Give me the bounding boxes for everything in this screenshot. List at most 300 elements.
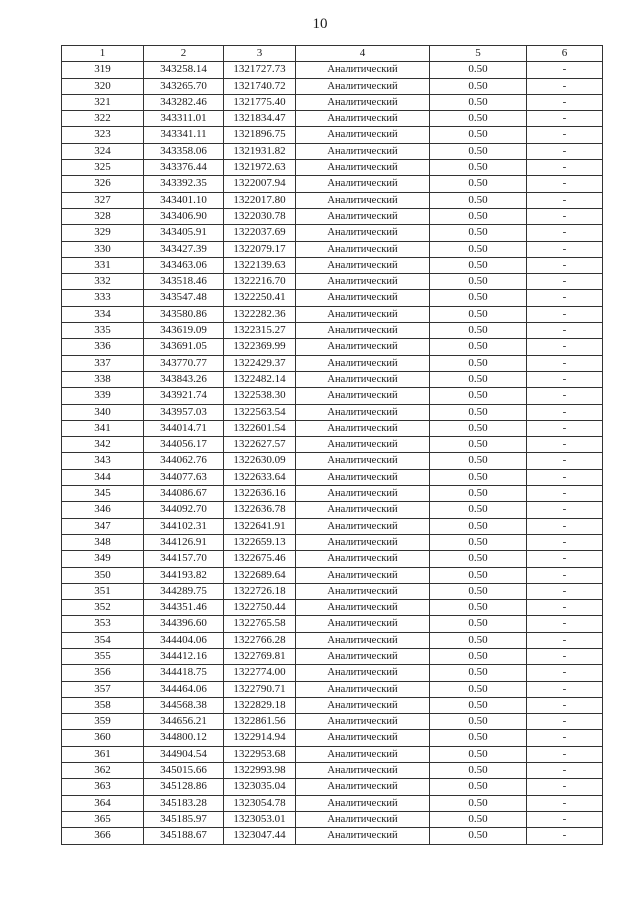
table-row	[62, 420, 603, 436]
cell-point-number: 360	[62, 730, 144, 746]
cell-method: Аналитический	[296, 323, 430, 339]
cell-method: Аналитический	[296, 632, 430, 648]
cell-note: -	[527, 730, 603, 746]
table-row	[62, 828, 603, 844]
cell-x-coordinate: 344126.91	[144, 534, 224, 550]
cell-y-coordinate: 1321972.63	[224, 160, 296, 176]
cell-x-coordinate: 343770.77	[144, 355, 224, 371]
cell-accuracy: 0.50	[430, 616, 527, 632]
table-row	[62, 290, 603, 306]
cell-point-number: 349	[62, 551, 144, 567]
cell-method: Аналитический	[296, 371, 430, 387]
cell-note: -	[527, 779, 603, 795]
cell-note: -	[527, 176, 603, 192]
cell-y-coordinate: 1323035.04	[224, 779, 296, 795]
cell-method: Аналитический	[296, 241, 430, 257]
cell-note: -	[527, 600, 603, 616]
table-row	[62, 241, 603, 257]
cell-x-coordinate: 343406.90	[144, 208, 224, 224]
cell-method: Аналитический	[296, 779, 430, 795]
cell-x-coordinate: 344077.63	[144, 469, 224, 485]
cell-note: -	[527, 388, 603, 404]
table-row	[62, 274, 603, 290]
cell-accuracy: 0.50	[430, 94, 527, 110]
cell-note: -	[527, 437, 603, 453]
cell-point-number: 320	[62, 78, 144, 94]
cell-accuracy: 0.50	[430, 486, 527, 502]
cell-y-coordinate: 1322765.58	[224, 616, 296, 632]
cell-x-coordinate: 344404.06	[144, 632, 224, 648]
cell-accuracy: 0.50	[430, 567, 527, 583]
cell-x-coordinate: 343358.06	[144, 143, 224, 159]
cell-point-number: 355	[62, 648, 144, 664]
cell-point-number: 361	[62, 746, 144, 762]
cell-y-coordinate: 1322861.56	[224, 714, 296, 730]
cell-point-number: 328	[62, 208, 144, 224]
cell-x-coordinate: 343619.09	[144, 323, 224, 339]
cell-x-coordinate: 344157.70	[144, 551, 224, 567]
cell-note: -	[527, 62, 603, 78]
cell-method: Аналитический	[296, 730, 430, 746]
cell-point-number: 344	[62, 469, 144, 485]
cell-y-coordinate: 1321931.82	[224, 143, 296, 159]
cell-method: Аналитический	[296, 616, 430, 632]
cell-x-coordinate: 344904.54	[144, 746, 224, 762]
cell-note: -	[527, 665, 603, 681]
col-header-2: 2	[144, 46, 224, 62]
cell-y-coordinate: 1322636.78	[224, 502, 296, 518]
cell-method: Аналитический	[296, 600, 430, 616]
cell-note: -	[527, 828, 603, 844]
cell-note: -	[527, 208, 603, 224]
cell-accuracy: 0.50	[430, 371, 527, 387]
cell-note: -	[527, 502, 603, 518]
cell-x-coordinate: 345188.67	[144, 828, 224, 844]
cell-accuracy: 0.50	[430, 306, 527, 322]
table-row	[62, 339, 603, 355]
cell-note: -	[527, 681, 603, 697]
cell-accuracy: 0.50	[430, 779, 527, 795]
cell-y-coordinate: 1322633.64	[224, 469, 296, 485]
cell-x-coordinate: 344056.17	[144, 437, 224, 453]
cell-note: -	[527, 551, 603, 567]
table-row	[62, 534, 603, 550]
table-row	[62, 62, 603, 78]
cell-y-coordinate: 1322037.69	[224, 225, 296, 241]
cell-method: Аналитический	[296, 94, 430, 110]
cell-x-coordinate: 343392.35	[144, 176, 224, 192]
cell-y-coordinate: 1323053.01	[224, 811, 296, 827]
cell-accuracy: 0.50	[430, 404, 527, 420]
cell-method: Аналитический	[296, 78, 430, 94]
cell-method: Аналитический	[296, 355, 430, 371]
table-row	[62, 486, 603, 502]
cell-method: Аналитический	[296, 257, 430, 273]
cell-method: Аналитический	[296, 176, 430, 192]
cell-x-coordinate: 343265.70	[144, 78, 224, 94]
cell-note: -	[527, 583, 603, 599]
table-row	[62, 355, 603, 371]
cell-y-coordinate: 1322675.46	[224, 551, 296, 567]
table-row	[62, 730, 603, 746]
table-row	[62, 763, 603, 779]
table-row	[62, 469, 603, 485]
cell-y-coordinate: 1322689.64	[224, 567, 296, 583]
cell-accuracy: 0.50	[430, 469, 527, 485]
cell-accuracy: 0.50	[430, 795, 527, 811]
cell-note: -	[527, 714, 603, 730]
cell-x-coordinate: 344464.06	[144, 681, 224, 697]
cell-method: Аналитический	[296, 339, 430, 355]
cell-accuracy: 0.50	[430, 62, 527, 78]
cell-x-coordinate: 343401.10	[144, 192, 224, 208]
cell-method: Аналитический	[296, 192, 430, 208]
cell-x-coordinate: 344396.60	[144, 616, 224, 632]
table-row	[62, 94, 603, 110]
cell-method: Аналитический	[296, 828, 430, 844]
table-row	[62, 143, 603, 159]
cell-y-coordinate: 1322007.94	[224, 176, 296, 192]
table-row	[62, 648, 603, 664]
cell-point-number: 331	[62, 257, 144, 273]
cell-y-coordinate: 1322627.57	[224, 437, 296, 453]
cell-y-coordinate: 1322079.17	[224, 241, 296, 257]
cell-y-coordinate: 1322659.13	[224, 534, 296, 550]
cell-point-number: 364	[62, 795, 144, 811]
table-row	[62, 746, 603, 762]
cell-method: Аналитический	[296, 290, 430, 306]
cell-x-coordinate: 345185.97	[144, 811, 224, 827]
cell-point-number: 322	[62, 111, 144, 127]
table-row	[62, 127, 603, 143]
cell-point-number: 327	[62, 192, 144, 208]
cell-accuracy: 0.50	[430, 78, 527, 94]
cell-x-coordinate: 344568.38	[144, 697, 224, 713]
cell-method: Аналитический	[296, 486, 430, 502]
cell-point-number: 354	[62, 632, 144, 648]
cell-method: Аналитический	[296, 404, 430, 420]
table-row	[62, 583, 603, 599]
cell-accuracy: 0.50	[430, 143, 527, 159]
cell-x-coordinate: 343258.14	[144, 62, 224, 78]
table-header-row	[62, 46, 603, 62]
cell-method: Аналитический	[296, 274, 430, 290]
cell-x-coordinate: 343957.03	[144, 404, 224, 420]
cell-method: Аналитический	[296, 453, 430, 469]
cell-point-number: 329	[62, 225, 144, 241]
cell-accuracy: 0.50	[430, 746, 527, 762]
cell-y-coordinate: 1322766.28	[224, 632, 296, 648]
cell-x-coordinate: 343376.44	[144, 160, 224, 176]
cell-accuracy: 0.50	[430, 730, 527, 746]
cell-x-coordinate: 343843.26	[144, 371, 224, 387]
table-row	[62, 192, 603, 208]
cell-point-number: 324	[62, 143, 144, 159]
table-row	[62, 518, 603, 534]
cell-accuracy: 0.50	[430, 681, 527, 697]
table-row	[62, 437, 603, 453]
cell-note: -	[527, 78, 603, 94]
cell-y-coordinate: 1321775.40	[224, 94, 296, 110]
cell-accuracy: 0.50	[430, 192, 527, 208]
cell-point-number: 350	[62, 567, 144, 583]
table-row	[62, 404, 603, 420]
cell-point-number: 343	[62, 453, 144, 469]
cell-accuracy: 0.50	[430, 257, 527, 273]
cell-y-coordinate: 1322429.37	[224, 355, 296, 371]
cell-method: Аналитический	[296, 225, 430, 241]
cell-y-coordinate: 1322282.36	[224, 306, 296, 322]
col-header-6: 6	[527, 46, 603, 62]
cell-accuracy: 0.50	[430, 811, 527, 827]
cell-note: -	[527, 404, 603, 420]
cell-method: Аналитический	[296, 665, 430, 681]
table-row	[62, 697, 603, 713]
cell-x-coordinate: 343518.46	[144, 274, 224, 290]
cell-note: -	[527, 274, 603, 290]
cell-note: -	[527, 746, 603, 762]
cell-point-number: 323	[62, 127, 144, 143]
cell-method: Аналитический	[296, 437, 430, 453]
cell-point-number: 342	[62, 437, 144, 453]
cell-y-coordinate: 1322563.54	[224, 404, 296, 420]
cell-method: Аналитический	[296, 763, 430, 779]
cell-method: Аналитический	[296, 208, 430, 224]
cell-accuracy: 0.50	[430, 160, 527, 176]
cell-x-coordinate: 344193.82	[144, 567, 224, 583]
cell-point-number: 345	[62, 486, 144, 502]
cell-point-number: 346	[62, 502, 144, 518]
cell-x-coordinate: 345183.28	[144, 795, 224, 811]
cell-y-coordinate: 1322250.41	[224, 290, 296, 306]
cell-method: Аналитический	[296, 567, 430, 583]
cell-x-coordinate: 343405.91	[144, 225, 224, 241]
page-number: 10	[312, 16, 328, 32]
cell-point-number: 363	[62, 779, 144, 795]
cell-y-coordinate: 1322601.54	[224, 420, 296, 436]
cell-point-number: 341	[62, 420, 144, 436]
cell-point-number: 358	[62, 697, 144, 713]
table-row	[62, 257, 603, 273]
cell-method: Аналитический	[296, 160, 430, 176]
cell-accuracy: 0.50	[430, 208, 527, 224]
cell-point-number: 356	[62, 665, 144, 681]
cell-point-number: 338	[62, 371, 144, 387]
table-body	[62, 62, 603, 844]
cell-point-number: 332	[62, 274, 144, 290]
cell-point-number: 347	[62, 518, 144, 534]
cell-x-coordinate: 344102.31	[144, 518, 224, 534]
cell-method: Аналитический	[296, 648, 430, 664]
col-header-5: 5	[430, 46, 527, 62]
table-row	[62, 779, 603, 795]
table-row	[62, 616, 603, 632]
cell-y-coordinate: 1322993.98	[224, 763, 296, 779]
cell-accuracy: 0.50	[430, 665, 527, 681]
cell-accuracy: 0.50	[430, 241, 527, 257]
table-row	[62, 665, 603, 681]
cell-method: Аналитический	[296, 469, 430, 485]
cell-accuracy: 0.50	[430, 632, 527, 648]
cell-method: Аналитический	[296, 583, 430, 599]
cell-accuracy: 0.50	[430, 502, 527, 518]
cell-point-number: 362	[62, 763, 144, 779]
cell-accuracy: 0.50	[430, 176, 527, 192]
table-row	[62, 388, 603, 404]
cell-method: Аналитический	[296, 306, 430, 322]
cell-y-coordinate: 1321834.47	[224, 111, 296, 127]
col-header-3: 3	[224, 46, 296, 62]
cell-point-number: 330	[62, 241, 144, 257]
table-row	[62, 811, 603, 827]
cell-point-number: 326	[62, 176, 144, 192]
table-row	[62, 371, 603, 387]
table-row	[62, 502, 603, 518]
table-row	[62, 632, 603, 648]
cell-note: -	[527, 127, 603, 143]
cell-y-coordinate: 1322769.81	[224, 648, 296, 664]
cell-note: -	[527, 567, 603, 583]
cell-note: -	[527, 811, 603, 827]
cell-point-number: 351	[62, 583, 144, 599]
cell-note: -	[527, 486, 603, 502]
cell-accuracy: 0.50	[430, 388, 527, 404]
cell-x-coordinate: 344062.76	[144, 453, 224, 469]
table-row	[62, 208, 603, 224]
cell-point-number: 334	[62, 306, 144, 322]
cell-note: -	[527, 795, 603, 811]
cell-accuracy: 0.50	[430, 290, 527, 306]
cell-accuracy: 0.50	[430, 323, 527, 339]
cell-accuracy: 0.50	[430, 339, 527, 355]
cell-point-number: 335	[62, 323, 144, 339]
cell-note: -	[527, 290, 603, 306]
cell-y-coordinate: 1322636.16	[224, 486, 296, 502]
cell-x-coordinate: 343691.05	[144, 339, 224, 355]
cell-note: -	[527, 257, 603, 273]
cell-method: Аналитический	[296, 811, 430, 827]
cell-note: -	[527, 160, 603, 176]
table-row	[62, 453, 603, 469]
cell-point-number: 366	[62, 828, 144, 844]
cell-y-coordinate: 1321740.72	[224, 78, 296, 94]
cell-accuracy: 0.50	[430, 714, 527, 730]
cell-y-coordinate: 1322750.44	[224, 600, 296, 616]
cell-y-coordinate: 1322774.00	[224, 665, 296, 681]
cell-accuracy: 0.50	[430, 600, 527, 616]
cell-y-coordinate: 1322641.91	[224, 518, 296, 534]
cell-y-coordinate: 1322017.80	[224, 192, 296, 208]
cell-x-coordinate: 344418.75	[144, 665, 224, 681]
cell-method: Аналитический	[296, 534, 430, 550]
cell-point-number: 365	[62, 811, 144, 827]
cell-x-coordinate: 344014.71	[144, 420, 224, 436]
cell-note: -	[527, 616, 603, 632]
cell-note: -	[527, 534, 603, 550]
cell-x-coordinate: 343547.48	[144, 290, 224, 306]
cell-x-coordinate: 343427.39	[144, 241, 224, 257]
cell-y-coordinate: 1322953.68	[224, 746, 296, 762]
cell-point-number: 352	[62, 600, 144, 616]
table-row	[62, 600, 603, 616]
cell-method: Аналитический	[296, 714, 430, 730]
cell-method: Аналитический	[296, 143, 430, 159]
cell-accuracy: 0.50	[430, 274, 527, 290]
cell-x-coordinate: 345015.66	[144, 763, 224, 779]
cell-x-coordinate: 343311.01	[144, 111, 224, 127]
cell-x-coordinate: 344092.70	[144, 502, 224, 518]
cell-accuracy: 0.50	[430, 583, 527, 599]
table-row	[62, 323, 603, 339]
col-header-4: 4	[296, 46, 430, 62]
cell-note: -	[527, 241, 603, 257]
cell-y-coordinate: 1322829.18	[224, 697, 296, 713]
cell-x-coordinate: 343463.06	[144, 257, 224, 273]
cell-accuracy: 0.50	[430, 518, 527, 534]
cell-method: Аналитический	[296, 502, 430, 518]
cell-note: -	[527, 225, 603, 241]
cell-method: Аналитический	[296, 388, 430, 404]
table-row	[62, 551, 603, 567]
table-row	[62, 714, 603, 730]
cell-point-number: 321	[62, 94, 144, 110]
cell-note: -	[527, 453, 603, 469]
cell-note: -	[527, 323, 603, 339]
cell-point-number: 333	[62, 290, 144, 306]
cell-x-coordinate: 345128.86	[144, 779, 224, 795]
cell-note: -	[527, 420, 603, 436]
cell-note: -	[527, 371, 603, 387]
cell-point-number: 339	[62, 388, 144, 404]
cell-x-coordinate: 343921.74	[144, 388, 224, 404]
cell-point-number: 337	[62, 355, 144, 371]
cell-y-coordinate: 1321727.73	[224, 62, 296, 78]
cell-x-coordinate: 343580.86	[144, 306, 224, 322]
table-row	[62, 681, 603, 697]
table-row	[62, 306, 603, 322]
cell-note: -	[527, 306, 603, 322]
cell-accuracy: 0.50	[430, 111, 527, 127]
table-row	[62, 176, 603, 192]
table-row	[62, 111, 603, 127]
cell-note: -	[527, 339, 603, 355]
cell-y-coordinate: 1323054.78	[224, 795, 296, 811]
cell-y-coordinate: 1322630.09	[224, 453, 296, 469]
cell-y-coordinate: 1322482.14	[224, 371, 296, 387]
col-header-1: 1	[62, 46, 144, 62]
cell-method: Аналитический	[296, 795, 430, 811]
cell-point-number: 336	[62, 339, 144, 355]
cell-note: -	[527, 518, 603, 534]
cell-method: Аналитический	[296, 420, 430, 436]
cell-y-coordinate: 1322216.70	[224, 274, 296, 290]
table-row	[62, 225, 603, 241]
cell-note: -	[527, 697, 603, 713]
cell-x-coordinate: 343341.11	[144, 127, 224, 143]
cell-accuracy: 0.50	[430, 828, 527, 844]
cell-point-number: 353	[62, 616, 144, 632]
cell-accuracy: 0.50	[430, 225, 527, 241]
cell-accuracy: 0.50	[430, 127, 527, 143]
cell-method: Аналитический	[296, 518, 430, 534]
table-row	[62, 160, 603, 176]
cell-x-coordinate: 344289.75	[144, 583, 224, 599]
cell-y-coordinate: 1322315.27	[224, 323, 296, 339]
coordinates-table	[61, 45, 603, 845]
cell-method: Аналитический	[296, 62, 430, 78]
cell-note: -	[527, 763, 603, 779]
cell-y-coordinate: 1321896.75	[224, 127, 296, 143]
